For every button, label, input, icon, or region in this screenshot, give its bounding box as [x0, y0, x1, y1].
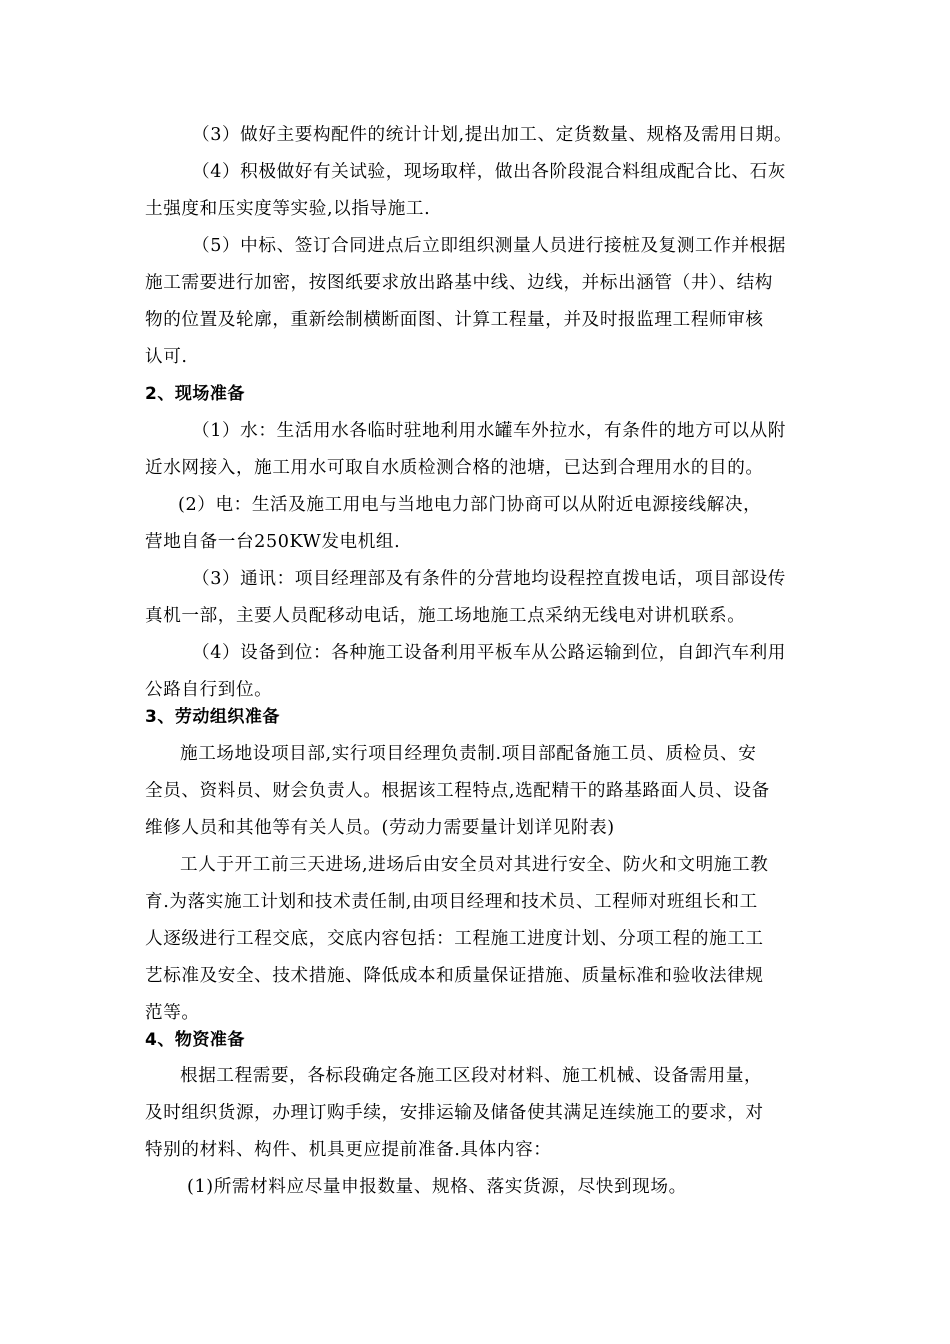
text-line: 土强度和压实度等实验,以指导施工.	[145, 199, 431, 219]
text-line: 施工需要进行加密，按图纸要求放出路基中线、边线，并标出涵管（井）、结构	[145, 273, 773, 293]
text-line: (2）电：生活及施工用电与当地电力部门协商可以从附近电源接线解决，	[178, 495, 762, 515]
text-line: 人逐级进行工程交底，交底内容包括：工程施工进度计划、分项工程的施工工	[145, 929, 764, 949]
text-line: 营地自备一台250KW发电机组.	[145, 532, 401, 552]
paragraph-equipment	[145, 635, 810, 709]
paragraph-material-declaration	[145, 1169, 810, 1206]
paragraph-water	[145, 413, 810, 487]
text-line: （4）积极做好有关试验，现场取样，做出各阶段混合料组成配合比、石灰	[192, 162, 786, 182]
text-line: (1)所需材料应尽量申报数量、规格、落实货源，尽快到现场。	[187, 1177, 687, 1197]
text-line: 近水网接入，施工用水可取自水质检测合格的池塘，已达到合理用水的目的。	[145, 458, 764, 478]
text-line: 及时组织货源，办理订购手续，安排运输及储备使其满足连续施工的要求，对	[145, 1103, 764, 1123]
paragraph-project-department	[145, 736, 810, 847]
text-line: 根据工程需要，各标段确定各施工区段对材料、施工机械、设备需用量，	[180, 1066, 763, 1086]
text-line: （5）中标、签订合同进点后立即组织测量人员进行接桩及复测工作并根据	[192, 236, 786, 256]
text-line: 真机一部，主要人员配移动电话，施工场地施工点采纳无线电对讲机联系。	[145, 606, 746, 626]
paragraph-survey	[145, 228, 810, 376]
text-line: 维修人员和其他等有关人员。(劳动力需要量计划详见附表)	[145, 818, 615, 838]
text-line: 范等。	[145, 1003, 200, 1023]
section-heading-labor-organization: 3、劳动组织准备	[145, 707, 280, 727]
text-line: （1）水：生活用水各临时驻地利用水罐车外拉水，有条件的地方可以从附	[192, 421, 786, 441]
section-heading-site-preparation: 2、现场准备	[145, 384, 245, 404]
text-line: 施工场地设项目部,实行项目经理负责制.项目部配备施工员、质检员、安	[180, 744, 757, 764]
text-line: （4）设备到位：各种施工设备利用平板车从公路运输到位，自卸汽车利用	[192, 643, 786, 663]
paragraph-worker-training	[145, 847, 810, 1032]
text-line: 公路自行到位。	[145, 680, 273, 700]
text-line: 育.为落实施工计划和技术责任制,由项目经理和技术员、工程师对班组长和工	[145, 892, 758, 912]
text-line: 特别的材料、构件、机具更应提前准备.具体内容：	[145, 1140, 552, 1160]
section-heading-material-preparation: 4、物资准备	[145, 1030, 245, 1050]
text-line: 艺标准及安全、技术措施、降低成本和质量保证措施、质量标准和验收法律规	[145, 966, 764, 986]
text-line: 认可.	[145, 347, 188, 367]
paragraph-tests	[145, 154, 810, 228]
text-line: （3）做好主要构配件的统计计划,提出加工、定货数量、规格及需用日期。	[192, 125, 793, 145]
text-line: 物的位置及轮廓，重新绘制横断面图、计算工程量，并及时报监理工程师审核	[145, 310, 764, 330]
paragraph-electricity	[145, 487, 810, 561]
paragraph-material-plan	[145, 117, 810, 154]
text-line: 工人于开工前三天进场,进场后由安全员对其进行安全、防火和文明施工教	[180, 855, 769, 875]
text-line: 全员、资料员、财会负责人。根据该工程特点,选配精干的路基路面人员、设备	[145, 781, 770, 801]
paragraph-communication	[145, 561, 810, 635]
paragraph-material-needs	[145, 1058, 810, 1169]
text-line: （3）通讯：项目经理部及有条件的分营地均设程控直拨电话，项目部设传	[192, 569, 786, 589]
